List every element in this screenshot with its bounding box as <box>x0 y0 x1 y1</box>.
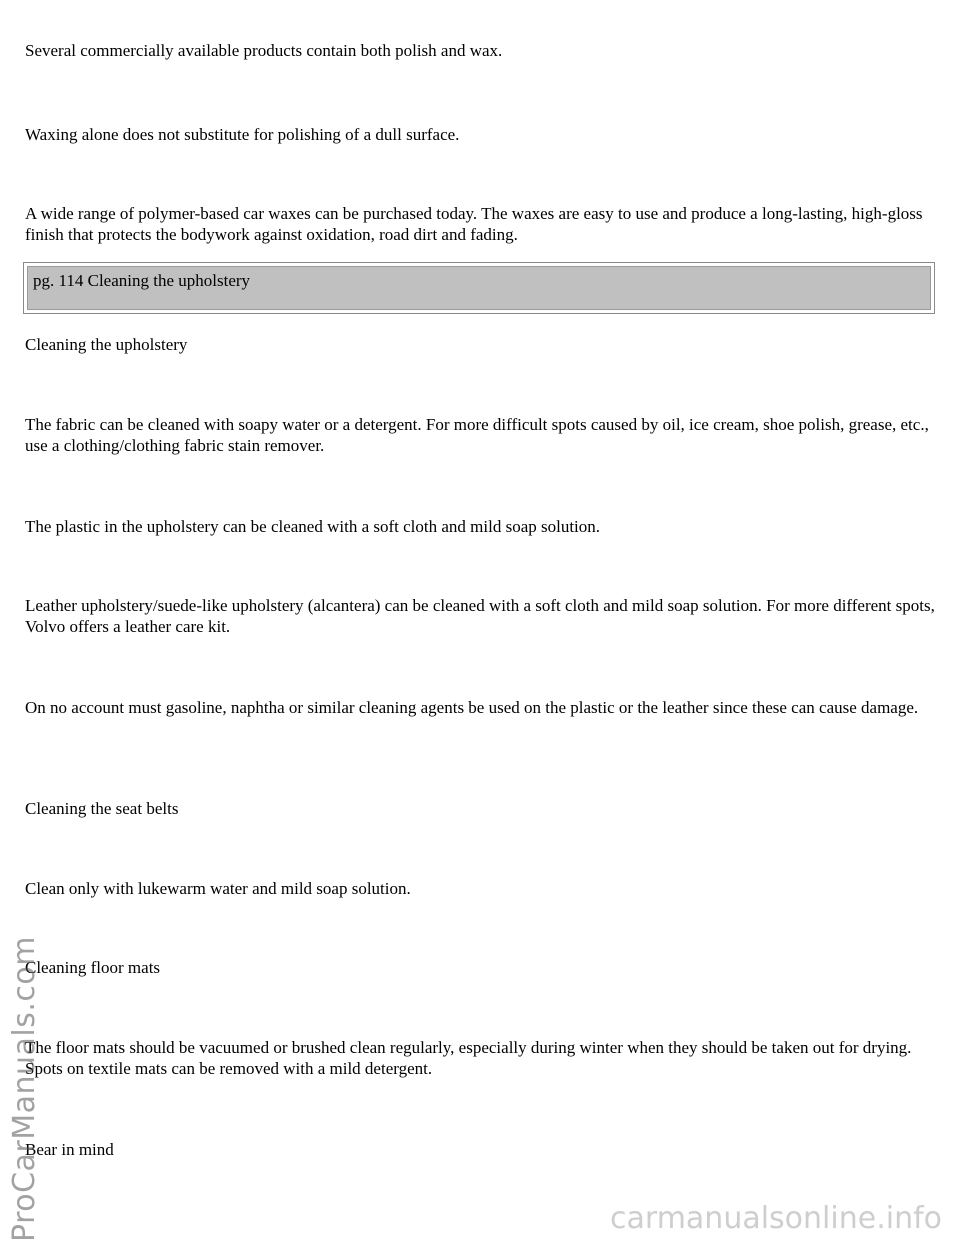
side-watermark: ProCarManuals.com <box>7 935 42 1242</box>
paragraph-waxing-note: Waxing alone does not substitute for polishing of a dull surface. <box>25 125 460 144</box>
paragraph-leather-cleaning: Leather upholstery/suede-like upholstery (alcantera) can be cleaned with a soft cloth and mild soap solution. For more different spots, Volvo offers a leather care kit. <box>25 596 935 636</box>
paragraph-plastic-cleaning: The plastic in the upholstery can be cleaned with a soft cloth and mild soap solution. <box>25 517 601 536</box>
page-section-header <box>23 262 935 314</box>
page-section-header-bar <box>27 266 931 310</box>
bottom-watermark: carmanualsonline.info <box>610 1201 942 1236</box>
paragraph-fabric-cleaning: The fabric can be cleaned with soapy water or a detergent. For more difficult spots caused by oil, ice cream, shoe polish, grease, etc., use a clothing/clothing fabric stain remover. <box>25 415 929 455</box>
paragraph-polymer-waxes: A wide range of polymer-based car waxes can be purchased today. The waxes are easy to use and produce a long-lasting, high-gloss finish that protects the bodywork against oxidation, road dirt and fading. <box>25 204 923 244</box>
paragraph-polish-wax: Several commercially available products contain both polish and wax. <box>25 41 503 60</box>
heading-cleaning-upholstery: Cleaning the upholstery <box>25 335 188 354</box>
heading-cleaning-floor-mats: Cleaning floor mats <box>25 958 161 977</box>
paragraph-seat-belts: Clean only with lukewarm water and mild soap solution. <box>25 879 411 898</box>
paragraph-floor-mats: The floor mats should be vacuumed or brushed clean regularly, especially during winter when they should be taken out for drying. Spots on textile mats can be removed with a mild detergent. <box>25 1038 912 1078</box>
paragraph-solvent-warning: On no account must gasoline, naphtha or similar cleaning agents be used on the plastic or the leather since these can cause damage. <box>25 698 919 717</box>
heading-cleaning-seat-belts: Cleaning the seat belts <box>25 799 179 818</box>
heading-bear-in-mind: Bear in mind <box>25 1140 114 1159</box>
page-section-header-text: pg. 114 Cleaning the upholstery <box>33 271 251 290</box>
